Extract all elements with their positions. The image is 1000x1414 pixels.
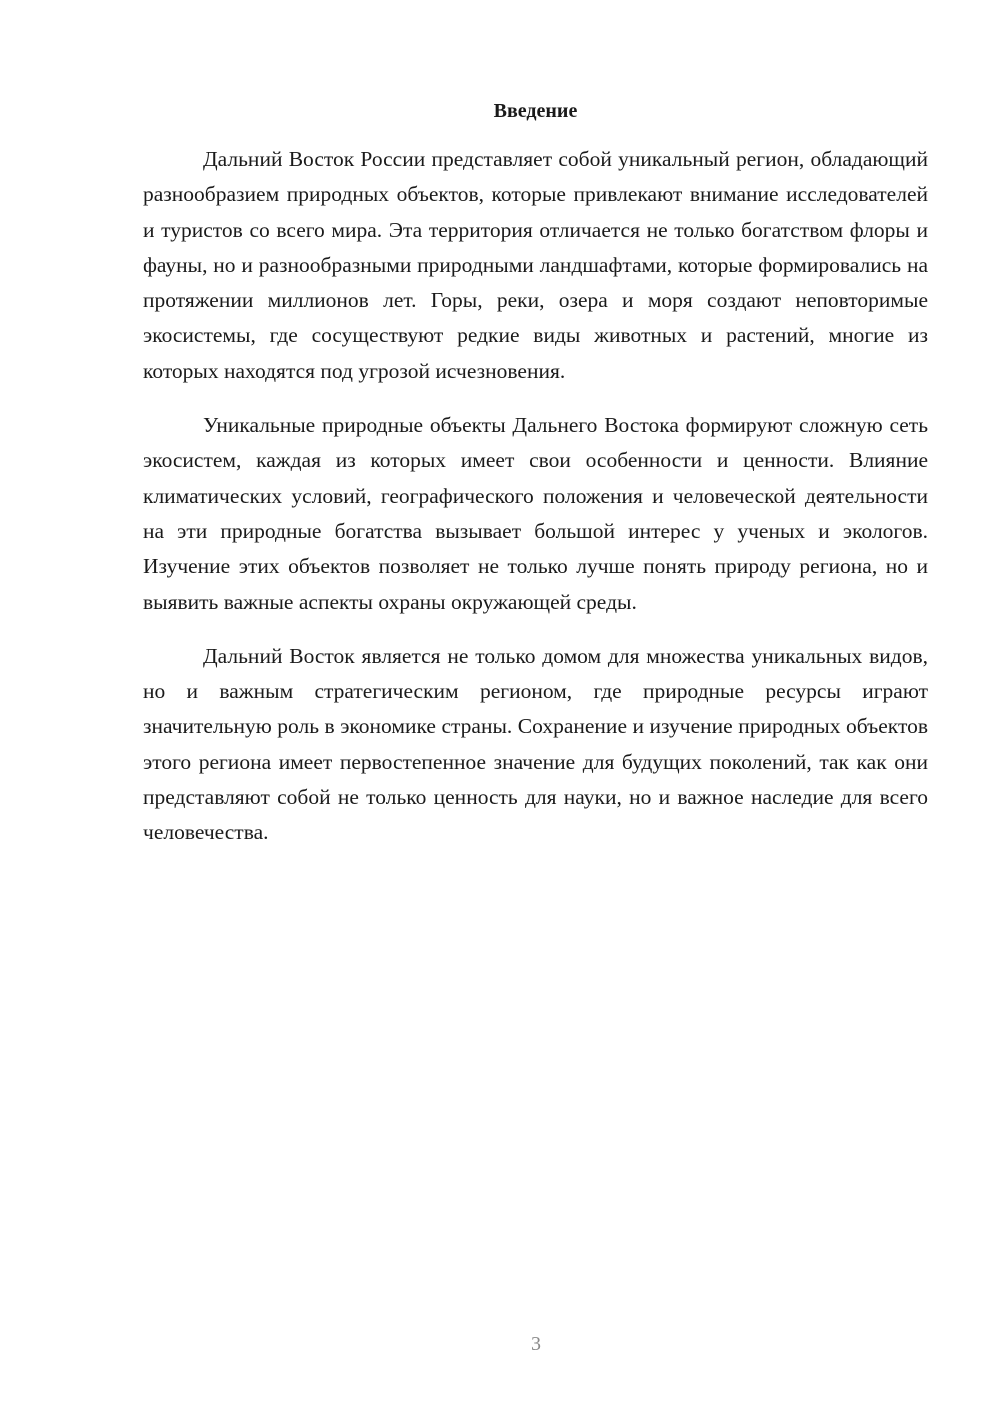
- paragraph-2: Уникальные природные объекты Дальнего Востока формируют сложную сеть экосистем, каждая из которых имеет свои особенности и ценности. Влияние климатических условий, географического положения и человеческой деятельности на эти природные богатства вызывает большой интерес у ученых и экологов. Изучение этих объектов позволяет не только лучше понять природу региона, но и выявить важные аспекты охраны окружающей среды.: [143, 413, 928, 614]
- paragraph-1: Дальний Восток России представляет собой уникальный регион, обладающий разнообразием природных объектов, которые привлекают внимание исследователей и туристов со всего мира. Эта территория отличается не только богатством флоры и фауны, но и разнообразными природными ландшафтами, которые формировались на протяжении миллионов лет. Горы, реки, озера и моря создают неповторимые экосистемы, где сосуществуют редкие виды животных и растений, многие из которых находятся под угрозой исчезновения.: [143, 147, 928, 383]
- paragraph-3: Дальний Восток является не только домом для множества уникальных видов, но и важным стратегическим регионом, где природные ресурсы играют значительную роль в экономике страны. Сохранение и изучение природных объектов этого региона имеет первостепенное значение для будущих поколений, так как они представляют собой не только ценность для науки, но и важное наследие для всего человечества.: [143, 643, 928, 845]
- page-number: 3: [531, 1333, 541, 1355]
- page-title: Введение: [493, 100, 578, 122]
- page-content: [143, 93, 928, 870]
